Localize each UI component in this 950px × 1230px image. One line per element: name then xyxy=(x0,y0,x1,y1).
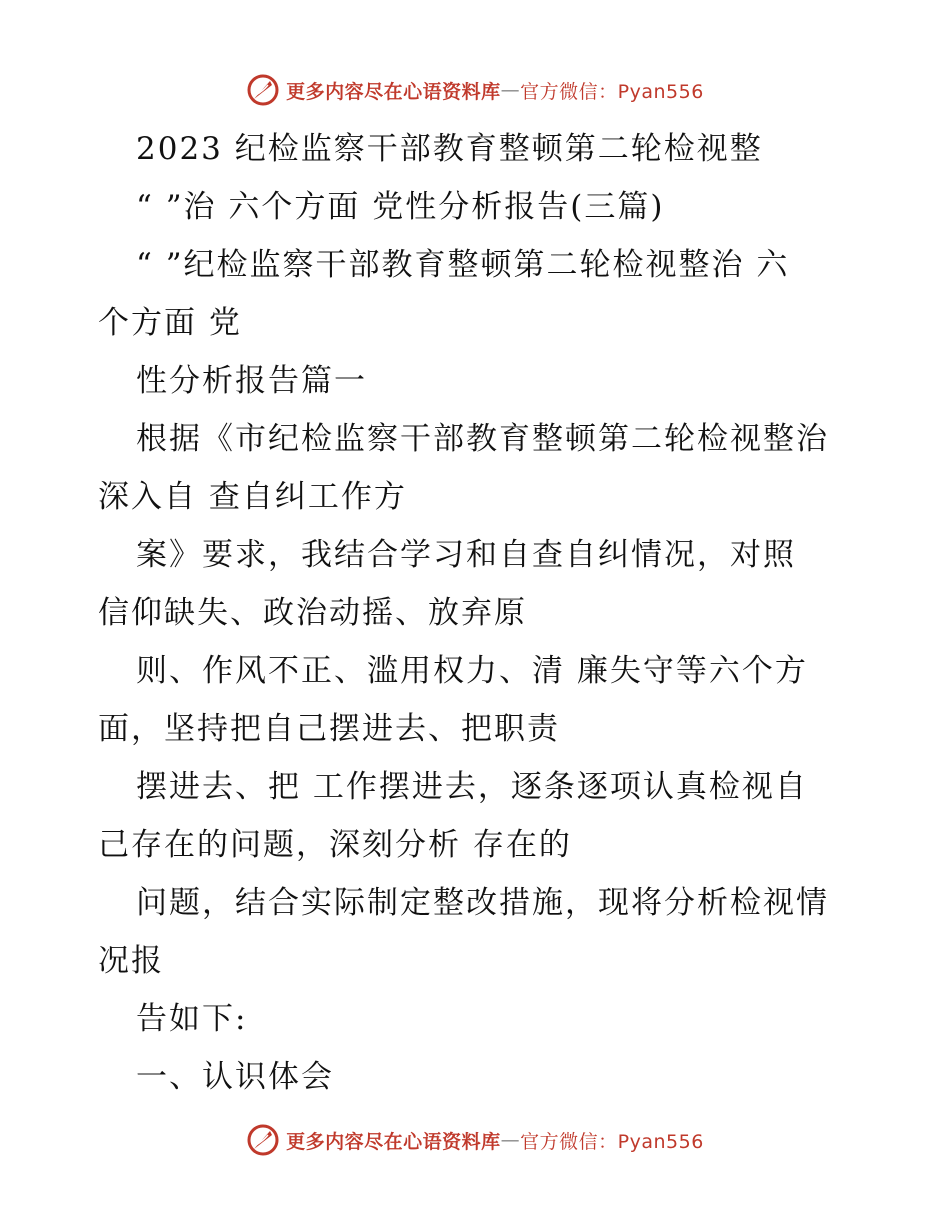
text-line: 则、作风不正、滥用权力、清 廉失守等六个方 xyxy=(136,653,808,689)
text-line: 己存在的问题，深刻分析 存在的 xyxy=(98,827,572,863)
text-line: 性分析报告篇一 xyxy=(136,363,367,399)
text-line: 告如下: xyxy=(136,1001,248,1037)
text-line: 根据《市纪检监察干部教育整顿第二轮检视整治 xyxy=(136,421,829,457)
text-line: 问题，结合实际制定整改措施，现将分析检视情 xyxy=(136,885,829,921)
document-body xyxy=(98,120,858,1106)
text-line: 个方面 党 xyxy=(98,305,242,341)
text-line: 深入自 查自纠工作方 xyxy=(98,479,407,515)
text-line: “ ”纪检监察干部教育整顿第二轮检视整治 六 xyxy=(136,247,790,283)
title-line-1: 2023 纪检监察干部教育整顿第二轮检视整 xyxy=(136,131,763,167)
text-line: 案》要求，我结合学习和自查自纠情况，对照 xyxy=(136,537,796,573)
watermark-right-text: 官方微信：Pyan556 xyxy=(520,1130,704,1153)
feather-pen-logo-icon xyxy=(246,73,280,107)
section-heading: 一、认识体会 xyxy=(136,1059,334,1095)
title-line-2: “ ”治 六个方面 党性分析报告(三篇) xyxy=(136,189,665,225)
header-watermark xyxy=(0,70,950,110)
feather-pen-logo-icon xyxy=(246,1123,280,1157)
watermark-left-text: 更多内容尽在心语资料库 xyxy=(286,80,501,103)
watermark-left-text: 更多内容尽在心语资料库 xyxy=(286,1130,501,1153)
footer-watermark xyxy=(0,1120,950,1160)
watermark-separator: — xyxy=(500,1129,521,1151)
watermark-separator: — xyxy=(500,79,521,101)
text-line: 面，坚持把自己摆进去、把职责 xyxy=(98,711,560,747)
text-line: 信仰缺失、政治动摇、放弃原 xyxy=(98,595,527,631)
watermark-right-text: 官方微信：Pyan556 xyxy=(520,80,704,103)
text-line: 摆进去、把 工作摆进去，逐条逐项认真检视自 xyxy=(136,769,808,805)
text-line: 况报 xyxy=(98,943,164,979)
